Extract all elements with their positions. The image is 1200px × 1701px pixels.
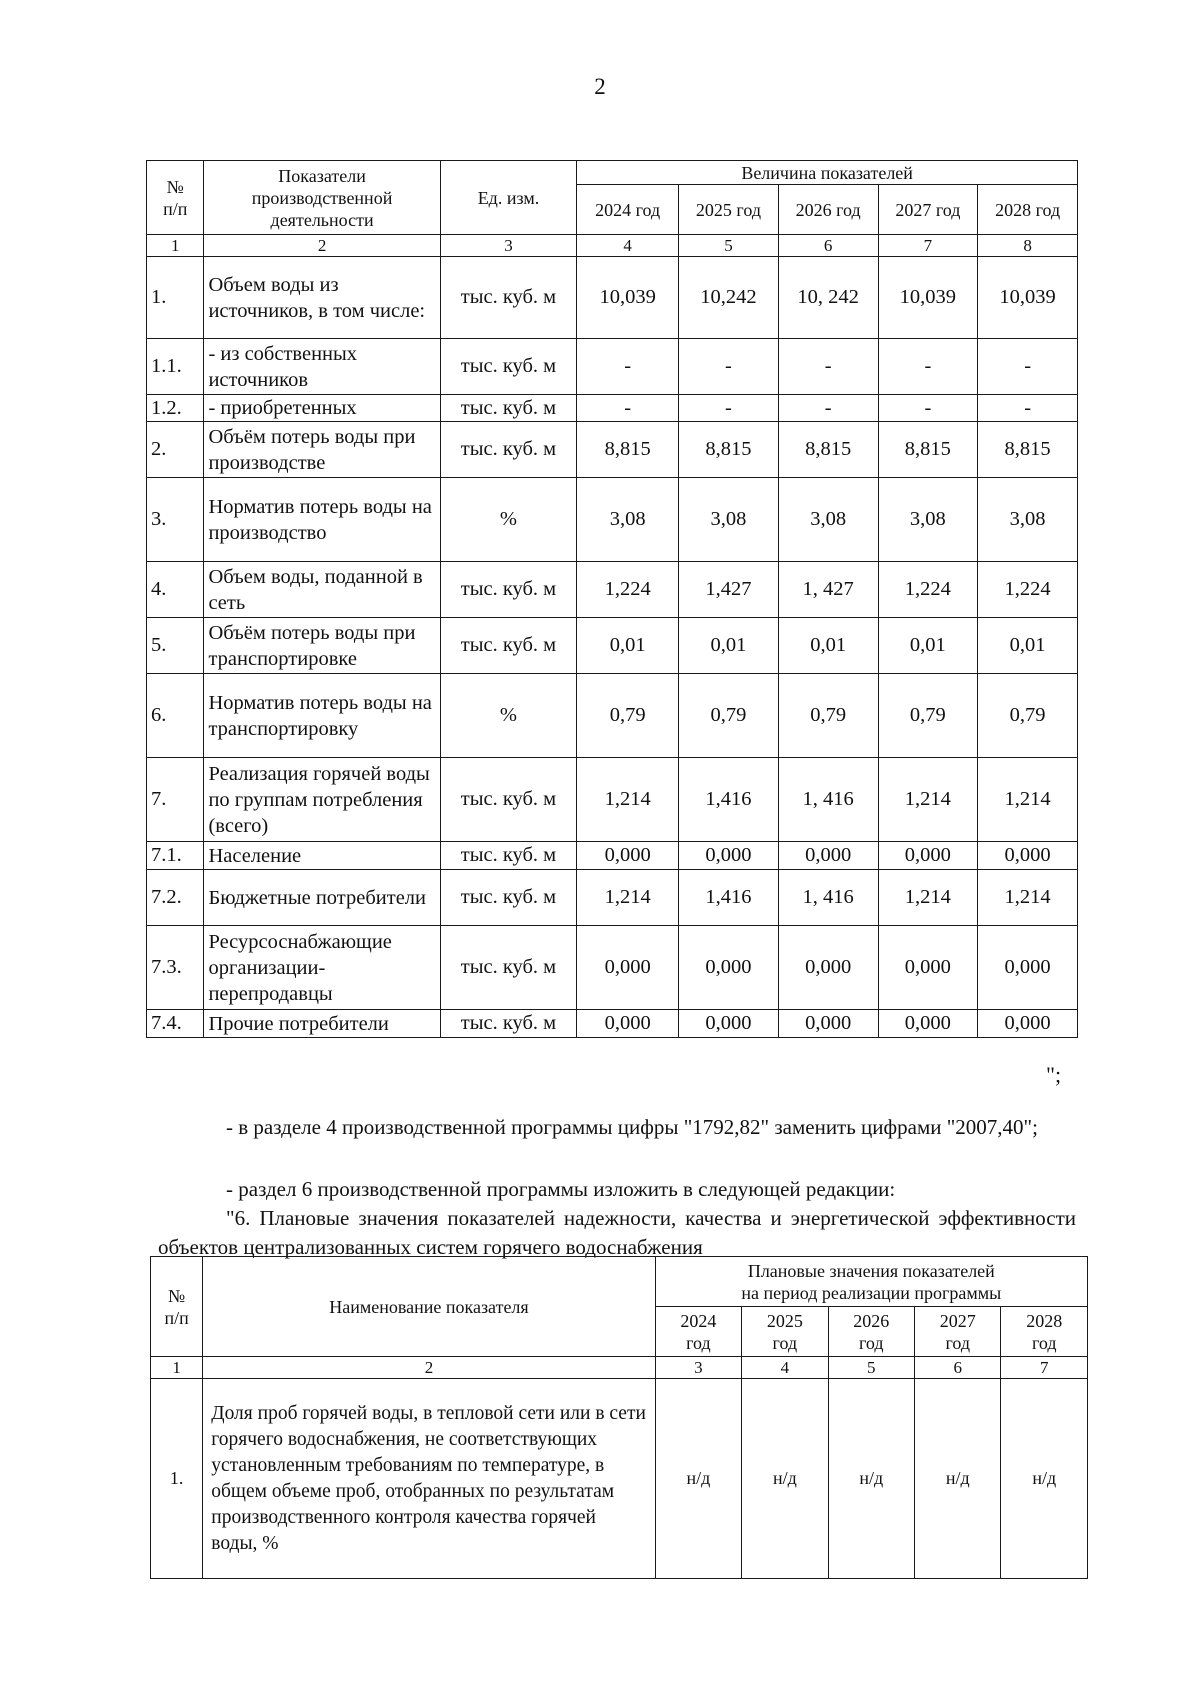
row-value: 0,01 [778,618,878,674]
row-number: 5. [147,618,204,674]
column-number: 8 [978,235,1078,257]
row-value: 0,01 [577,618,679,674]
row-value: 8,815 [679,422,779,478]
row-value: 0,79 [878,674,978,758]
row-value: 1, 416 [778,758,878,842]
row-value: 1, 427 [778,562,878,618]
row-value: 3,08 [778,478,878,562]
row-number: 1.2. [147,395,204,422]
row-indicator-name: Доля проб горячей воды, в тепловой сети или в сети горячего водоснабжения, не соответствующих установленным требованиям по температуре, в общем объеме проб, отобранных по результатам производственного контроля качества горячей воды, % [203,1379,655,1579]
row-number: 1. [151,1379,203,1579]
table-row [147,870,1078,926]
header-name: Наименование показателя [203,1257,655,1357]
table-row [147,926,1078,1010]
row-value: 0,000 [679,1010,779,1038]
row-value: - [878,339,978,395]
row-number: 7.4. [147,1010,204,1038]
planned-values-table [150,1256,1088,1579]
row-value: 0,01 [679,618,779,674]
row-unit: тыс. куб. м [440,758,577,842]
row-value: 0,000 [778,1010,878,1038]
row-unit: тыс. куб. м [440,422,577,478]
row-value: н/д [915,1379,1001,1579]
row-value: 0,79 [778,674,878,758]
row-value: 0,000 [778,842,878,870]
row-value: - [679,339,779,395]
row-value: 0,000 [577,926,679,1010]
row-indicator: Норматив потерь воды на производство [204,478,440,562]
row-value: 0,79 [679,674,779,758]
row-value: - [679,395,779,422]
row-number: 7.1. [147,842,204,870]
row-value: 0,000 [577,842,679,870]
row-value: - [577,395,679,422]
row-value: 0,000 [679,926,779,1010]
row-value: н/д [828,1379,914,1579]
header-no: № п/п [151,1257,203,1357]
column-number: 1 [151,1357,203,1379]
row-value: 8,815 [978,422,1078,478]
table-row [147,395,1078,422]
row-value: 3,08 [878,478,978,562]
closing-quote: "; [1046,1062,1062,1087]
row-value: 0,000 [878,842,978,870]
row-unit: тыс. куб. м [440,842,577,870]
row-indicator: Норматив потерь воды на транспортировку [204,674,440,758]
production-indicators-table [146,160,1078,1038]
row-value: 8,815 [577,422,679,478]
row-value: 8,815 [778,422,878,478]
paragraph-section6-title: "6. Плановые значения показателей надежности, качества и энергетической эффективности объектов централизованных систем горячего водоснабжения [158,1206,1076,1259]
row-value: 10, 242 [778,257,878,339]
row-number: 1. [147,257,204,339]
row-value: 10,039 [878,257,978,339]
column-number: 4 [742,1357,828,1379]
row-value: 0,000 [978,842,1078,870]
header-year: 2024 год [655,1307,741,1357]
column-number: 6 [915,1357,1001,1379]
row-value: 3,08 [978,478,1078,562]
column-number: 2 [204,235,440,257]
row-number: 7.3. [147,926,204,1010]
row-value: 1,416 [679,758,779,842]
row-indicator: Объем воды, поданной в сеть [204,562,440,618]
header-year: 2027 год [878,185,978,235]
header-year: 2025 год [679,185,779,235]
row-number: 2. [147,422,204,478]
row-value: 1, 416 [778,870,878,926]
table-row [147,257,1078,339]
row-value: 1,214 [978,870,1078,926]
row-indicator: Объем воды из источников, в том числе: [204,257,440,339]
table-row [151,1379,1088,1579]
row-indicator: Население [204,842,440,870]
row-value: 1,214 [878,870,978,926]
row-indicator: Бюджетные потребители [204,870,440,926]
header-indicator: Показатели производственной деятельности [204,161,440,235]
table-row [147,422,1078,478]
row-value: 1,224 [577,562,679,618]
row-number: 3. [147,478,204,562]
row-unit: тыс. куб. м [440,1010,577,1038]
row-indicator: Объём потерь воды при производстве [204,422,440,478]
table-row [147,674,1078,758]
row-indicator: - из собственных источников [204,339,440,395]
column-number: 3 [655,1357,741,1379]
row-value: 0,79 [978,674,1078,758]
column-number: 7 [1001,1357,1088,1379]
paragraph-section6-intro: - раздел 6 производственной программы изложить в следующей редакции: [226,1177,896,1201]
table-row [147,339,1078,395]
row-value: 10,242 [679,257,779,339]
row-unit: тыс. куб. м [440,618,577,674]
row-value: 1,416 [679,870,779,926]
row-value: 0,000 [978,926,1078,1010]
column-number: 3 [440,235,577,257]
row-unit: % [440,478,577,562]
row-value: 1,214 [577,870,679,926]
row-value: - [978,395,1078,422]
row-value: 1,214 [978,758,1078,842]
header-year: 2028 год [1001,1307,1088,1357]
header-year: 2024 год [577,185,679,235]
row-unit: тыс. куб. м [440,339,577,395]
row-value: 0,79 [577,674,679,758]
row-indicator: Прочие потребители [204,1010,440,1038]
row-indicator: - приобретенных [204,395,440,422]
row-value: 10,039 [577,257,679,339]
row-value: - [577,339,679,395]
header-year: 2026 год [828,1307,914,1357]
row-number: 7.2. [147,870,204,926]
row-value: н/д [742,1379,828,1579]
row-value: 0,01 [978,618,1078,674]
row-unit: % [440,674,577,758]
header-year: 2025 год [742,1307,828,1357]
row-value: 1,224 [978,562,1078,618]
row-unit: тыс. куб. м [440,926,577,1010]
table-row [147,758,1078,842]
column-number: 6 [778,235,878,257]
row-value: 0,000 [577,1010,679,1038]
header-unit: Ед. изм. [440,161,577,235]
header-year: 2026 год [778,185,878,235]
row-value: 8,815 [878,422,978,478]
row-value: - [978,339,1078,395]
row-number: 4. [147,562,204,618]
table-row [147,842,1078,870]
row-value: - [778,339,878,395]
row-value: 0,000 [778,926,878,1010]
table-row [147,562,1078,618]
row-number: 1.1. [147,339,204,395]
column-number: 7 [878,235,978,257]
row-value: 1,224 [878,562,978,618]
row-number: 6. [147,674,204,758]
row-value: 1,214 [878,758,978,842]
row-unit: тыс. куб. м [440,870,577,926]
row-value: 10,039 [978,257,1078,339]
row-value: 1,427 [679,562,779,618]
page-number: 2 [594,74,606,99]
header-group: Плановые значения показателей на период реализации программы [655,1257,1087,1307]
column-number: 4 [577,235,679,257]
row-indicator: Объём потерь воды при транспортировке [204,618,440,674]
row-value: 1,214 [577,758,679,842]
row-unit: тыс. куб. м [440,257,577,339]
table-row [147,618,1078,674]
row-value: 0,000 [679,842,779,870]
row-value: - [878,395,978,422]
row-value: 0,01 [878,618,978,674]
header-value-group: Величина показателей [577,161,1078,185]
row-unit: тыс. куб. м [440,562,577,618]
row-value: 3,08 [577,478,679,562]
column-number: 5 [679,235,779,257]
header-no: № п/п [147,161,204,235]
paragraph-section4-change: - в разделе 4 производственной программы цифры "1792,82" заменить цифрами "2007,40"; [226,1115,1038,1139]
row-value: 3,08 [679,478,779,562]
row-value: н/д [655,1379,741,1579]
row-value: н/д [1001,1379,1088,1579]
header-year: 2028 год [978,185,1078,235]
row-value: - [778,395,878,422]
header-year: 2027 год [915,1307,1001,1357]
column-number: 2 [203,1357,655,1379]
column-number: 5 [828,1357,914,1379]
row-indicator: Реализация горячей воды по группам потребления (всего) [204,758,440,842]
row-number: 7. [147,758,204,842]
row-indicator: Ресурсоснабжающие организации-перепродавцы [204,926,440,1010]
table-row [147,1010,1078,1038]
column-number: 1 [147,235,204,257]
table-row [147,478,1078,562]
row-value: 0,000 [978,1010,1078,1038]
row-unit: тыс. куб. м [440,395,577,422]
row-value: 0,000 [878,1010,978,1038]
row-value: 0,000 [878,926,978,1010]
